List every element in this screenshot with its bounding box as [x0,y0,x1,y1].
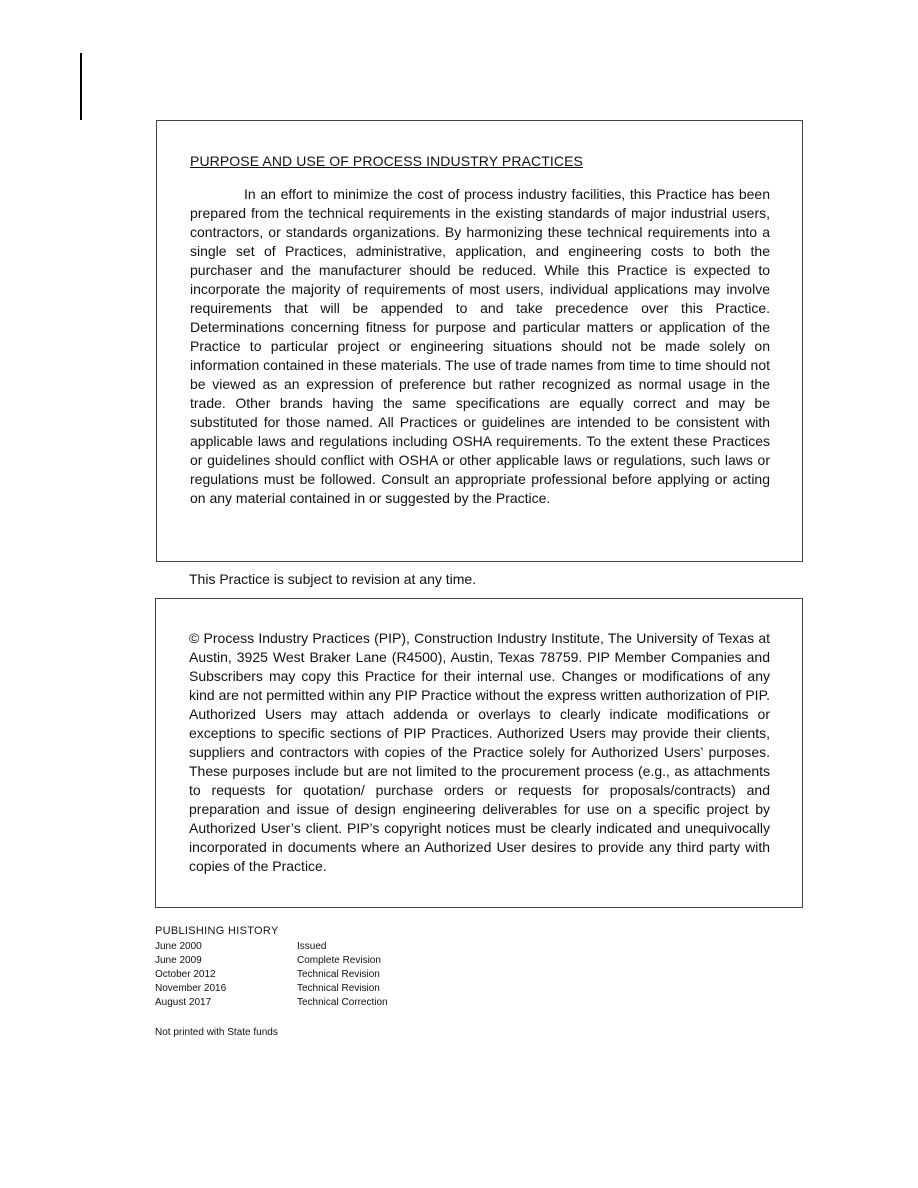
purpose-heading: PURPOSE AND USE OF PROCESS INDUSTRY PRACTICES [190,153,583,169]
copyright-paragraph: © Process Industry Practices (PIP), Construction Industry Institute, The University of Texas at Austin, 3925 West Braker Lane (R4500), Austin, Texas 78759. PIP Member Companies and Subscribers may copy this Practice for their internal use. Changes or modifications of any kind are not permitted within any PIP Practice without the express written authorization of PIP. Authorized Users may attach addenda or overlays to clearly indicate modifications or exceptions to specific sections of PIP Practices. Authorized Users may provide their clients, suppliers and contractors with copies of the Practice solely for Authorized Users’ purposes. These purposes include but are not limited to the procurement process (e.g., as attachments to requests for quotation/ purchase orders or requests for proposals/contracts) and preparation and issue of design engineering deliverables for use on a specific project by Authorized User’s client. PIP’s copyright notices must be clearly indicated and unequivocally incorporated in documents where an Authorized User desires to provide any third party with copies of the Practice. [189,630,770,874]
history-description: Complete Revision [297,955,381,966]
history-description: Issued [297,941,327,952]
purpose-box [156,120,803,562]
purpose-paragraph: In an effort to minimize the cost of process industry facilities, this Practice has been prepared from the technical requirements in the existing standards of major industrial users, contractors, or standards organizations. By harmonizing these technical requirements into a single set of Practices, administrative, application, and engineering costs to both the purchaser and the manufacturer should be reduced. While this Practice is expected to incorporate the majority of requirements of most users, individual applications may involve requirements that will be appended to and take precedence over this Practice. Determinations concerning fitness for purpose and particular matters or application of the Practice to particular project or engineering situations should not be made solely on information contained in these materials. The use of trade names from time to time should not be viewed as an expression of preference but rather recognized as normal usage in the trade. Other brands having the same specifications are equally correct and may be substituted for those named. All Practices or guidelines are intended to be consistent with applicable laws and regulations including OSHA requirements. To the extent these Practices or guidelines should conflict with OSHA or other applicable laws or regulations, such laws or regulations must be followed. Consult an appropriate professional before applying or acting on any material contained in or suggested by the Practice. [190,186,770,506]
history-row [155,940,475,954]
history-row [155,982,475,996]
history-date: June 2009 [155,955,202,966]
copyright-box [155,598,803,908]
copyright-content [189,629,770,876]
footer-note: Not printed with State funds [155,1027,278,1038]
history-date: June 2000 [155,941,202,952]
history-row [155,996,475,1010]
history-description: Technical Revision [297,983,380,994]
history-date: October 2012 [155,969,216,980]
publishing-history-title: PUBLISHING HISTORY [155,925,279,937]
history-row [155,968,475,982]
purpose-content [190,152,770,508]
history-date: November 2016 [155,983,227,994]
publishing-history [155,924,475,1010]
history-date: August 2017 [155,997,212,1008]
history-description: Technical Correction [297,997,388,1008]
revision-note: This Practice is subject to revision at any time. [189,571,477,587]
history-row [155,954,475,968]
revision-change-bar [80,53,82,120]
history-description: Technical Revision [297,969,380,980]
